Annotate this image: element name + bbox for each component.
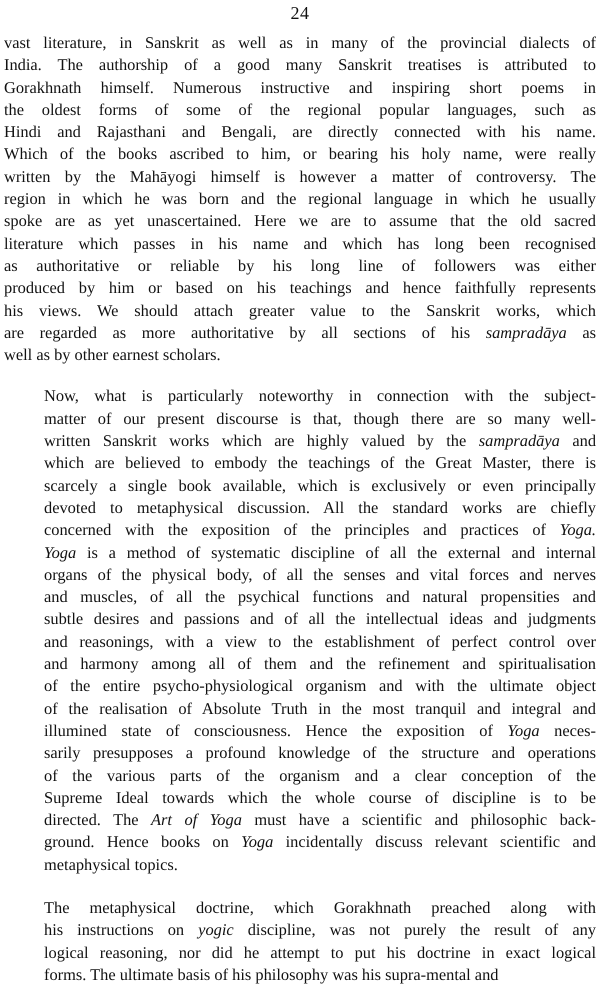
text-run: and harmony among all of them and the refinement and spiritualisation <box>44 654 596 674</box>
text-run: of the entire psycho-physiological organism and with the ultimate object <box>44 676 596 696</box>
text-run: as <box>566 322 596 342</box>
text-run: spoke are as yet unascertained. Here we are to assume that the old sacred <box>4 211 596 231</box>
text-line <box>4 166 596 188</box>
italic-term: sampradāya <box>478 431 560 451</box>
text-run: matter of our present discourse is that, though there are so many well- <box>44 408 596 428</box>
text-line <box>4 653 596 675</box>
text-run: forms. The ultimate basis of his philosophy was his supra-mental and <box>44 964 499 984</box>
text-run: sarily presupposes a profound knowledge of the structure and operations <box>44 743 596 763</box>
text-run: vast literature, in Sanskrit as well as in many of the provincial dialects of <box>4 33 596 52</box>
text-line <box>4 675 596 697</box>
paragraph-gap <box>4 366 596 385</box>
text-run: literature which passes in his name and which has long been recognised <box>4 233 596 253</box>
text-line <box>4 143 596 165</box>
text-line <box>4 519 596 541</box>
italic-term: sampradāya <box>485 322 567 342</box>
text-run: The metaphysical doctrine, which Gorakhnath preached along with <box>44 897 596 917</box>
text-run: India. The authorship of a good many Sanskrit treatises is attributed to <box>4 55 596 75</box>
text-run: well as by other earnest scholars. <box>4 345 221 365</box>
text-run: the oldest forms of some of the regional popular languages, such as <box>4 99 596 119</box>
text-run: of the various parts of the organism and a clear conception of the <box>44 765 596 785</box>
text-run: subtle desires and passions and of all the intellectual ideas and judgments <box>44 609 596 629</box>
text-line <box>4 121 596 143</box>
text-run: is a method of systematic discipline of all the external and internal <box>76 542 596 562</box>
text-line <box>4 765 596 787</box>
italic-term: Yoga <box>507 720 540 740</box>
italic-term: Yoga <box>241 832 274 852</box>
text-line <box>4 542 596 564</box>
italic-term: yogic <box>198 920 234 940</box>
text-line <box>4 408 596 430</box>
text-run: concerned with the exposition of the principles and practices of <box>44 520 560 540</box>
text-line <box>4 475 596 497</box>
text-run: written by the Mahāyogi himself is however a matter of controversy. The <box>4 166 596 186</box>
text-line <box>4 631 596 653</box>
text-line <box>4 452 596 474</box>
text-line <box>4 322 596 344</box>
text-line <box>4 300 596 322</box>
text-line <box>4 77 596 99</box>
text-run: directed. The <box>44 810 152 830</box>
text-line <box>4 809 596 831</box>
text-run: region in which he was born and the regional language in which he usually <box>4 189 596 209</box>
text-run: ground. Hence books on <box>44 832 242 852</box>
text-run: and <box>559 431 597 451</box>
text-line <box>4 32 596 54</box>
text-line <box>4 233 596 255</box>
text-run: devoted to metaphysical discussion. All the standard works are chiefly <box>44 497 596 517</box>
text-run: scarcely a single book available, which is exclusively or even principally <box>44 475 596 495</box>
text-line <box>4 720 596 742</box>
text-line <box>4 430 596 452</box>
text-line <box>4 210 596 232</box>
text-run: Gorakhnath himself. Numerous instructive and inspiring short poems in <box>4 77 596 97</box>
text-run: Hindi and Rajasthani and Bengali, are directly connected with his name. <box>4 122 596 142</box>
text-run: written Sanskrit works which are highly valued by the <box>44 431 479 451</box>
text-run: neces- <box>539 720 596 740</box>
text-line <box>4 54 596 76</box>
text-run: of the realisation of Absolute Truth in the most tranquil and integral and <box>44 698 596 718</box>
text-run: discipline, was not purely the result of any <box>233 920 596 940</box>
text-run: his views. We should attach greater value to the Sanskrit works, which <box>4 300 596 320</box>
text-run: his instructions on <box>44 920 199 940</box>
paragraph-3 <box>4 897 596 986</box>
paragraph-gap <box>4 876 596 897</box>
text-line <box>4 188 596 210</box>
text-line <box>4 586 596 608</box>
text-line <box>4 608 596 630</box>
text-line <box>4 942 596 964</box>
text-run: organs of the physical body, of all the senses and vital forces and nerves <box>44 564 596 584</box>
text-line <box>4 277 596 299</box>
text-run: are regarded as more authoritative by all sections of his <box>4 322 486 342</box>
text-run: as authoritative or reliable by his long line of followers was either <box>4 255 596 275</box>
text-run: must have a scientific and philosophic back- <box>241 810 596 830</box>
text-run: and reasonings, with a view to the establishment of perfect control over <box>44 631 596 651</box>
page-number: 24 <box>290 3 310 23</box>
text-run: which are believed to embody the teachings of the Great Master, there is <box>44 453 596 473</box>
paragraph-1 <box>4 32 596 366</box>
text-run: Now, what is particularly noteworthy in connection with the subject- <box>44 386 596 406</box>
text-run: and muscles, of all the psychical functions and natural propensities and <box>44 587 596 607</box>
text-line <box>4 897 596 919</box>
text-run: produced by him or based on his teachings and hence faithfully represents <box>4 278 596 298</box>
text-line <box>4 99 596 121</box>
text-line <box>4 698 596 720</box>
text-run: metaphysical topics. <box>44 854 178 874</box>
text-run: Supreme Ideal towards which the whole course of discipline is to be <box>44 787 596 807</box>
text-line <box>4 564 596 586</box>
text-line <box>4 497 596 519</box>
italic-term: Yoga. <box>559 520 596 540</box>
text-line <box>4 787 596 809</box>
paragraph-2 <box>4 385 596 876</box>
text-line <box>4 742 596 764</box>
text-line <box>4 919 596 941</box>
italic-term: Art of Yoga <box>151 810 242 830</box>
italic-term: Yoga <box>44 542 77 562</box>
text-line <box>4 385 596 407</box>
text-run: Which of the books ascribed to him, or bearing his holy name, were really <box>4 144 596 164</box>
text-line <box>4 255 596 277</box>
text-line <box>4 831 596 853</box>
text-run: incidentally discuss relevant scientific and <box>273 832 596 852</box>
text-line <box>4 964 596 986</box>
text-line <box>4 854 596 876</box>
text-line <box>4 344 596 366</box>
text-run: illumined state of consciousness. Hence the exposition of <box>44 720 508 740</box>
text-run: logical reasoning, nor did he attempt to put his doctrine in exact logical <box>44 942 596 962</box>
